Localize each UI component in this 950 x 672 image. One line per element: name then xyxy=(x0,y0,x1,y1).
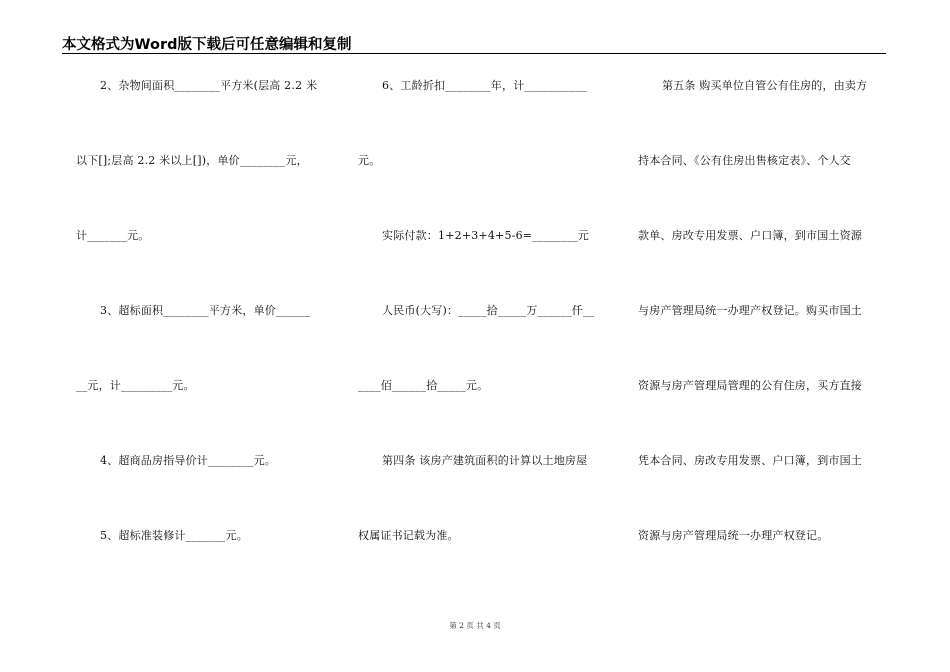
paragraph-line: 2、杂物间面积________平方米(层高 2.2 米 xyxy=(100,79,318,92)
paragraph-line: 第五条 购买单位自管公有住房的，由卖方 xyxy=(662,79,868,92)
paragraph-line: 6、工龄折扣________年，计___________ xyxy=(382,79,588,92)
text-column-right xyxy=(638,0,886,672)
paragraph-line: 与房产管理局统一办理产权登记。购买市国土 xyxy=(638,304,862,317)
paragraph-line: 第四条 该房产建筑面积的计算以土地房屋 xyxy=(382,454,588,467)
paragraph-line: 持本合同、《公有住房出售核定表》、个人交 xyxy=(638,154,851,167)
paragraph-line: 以下[];层高 2.2 米以上[])，单价________元， xyxy=(76,154,308,167)
paragraph-line: 实际付款：1+2+3+4+5-6=________元 xyxy=(382,229,589,242)
document-header-title: 本文格式为Word版下载后可任意编辑和复制 xyxy=(62,37,352,53)
paragraph-line: 5、超标准装修计_______元。 xyxy=(100,529,248,542)
paragraph-line: 元。 xyxy=(358,154,381,167)
paragraph-line: __元，计_________元。 xyxy=(76,379,195,392)
paragraph-line: ____佰______拾_____元。 xyxy=(358,379,489,392)
paragraph-line: 4、超商品房指导价计________元。 xyxy=(100,454,276,467)
text-column-middle xyxy=(358,0,623,672)
paragraph-line: 资源与房产管理局管理的公有住房，买方直接 xyxy=(638,379,862,392)
paragraph-line: 权属证书记载为准。 xyxy=(358,529,459,542)
paragraph-line: 资源与房产管理局统一办理产权登记。 xyxy=(638,529,829,542)
page-number: 第 2 页 共 4 页 xyxy=(449,621,501,630)
paragraph-line: 计_______元。 xyxy=(76,229,150,242)
paragraph-line: 款单、房改专用发票、户口簿，到市国土资源 xyxy=(638,229,862,242)
paragraph-line: 3、超标面积________平方米，单价______ xyxy=(100,304,311,317)
paragraph-line: 人民币(大写)：_____拾_____万______仟__ xyxy=(382,304,595,317)
paragraph-line: 凭本合同、房改专用发票、户口簿，到市国土 xyxy=(638,454,862,467)
text-column-left xyxy=(76,0,336,672)
